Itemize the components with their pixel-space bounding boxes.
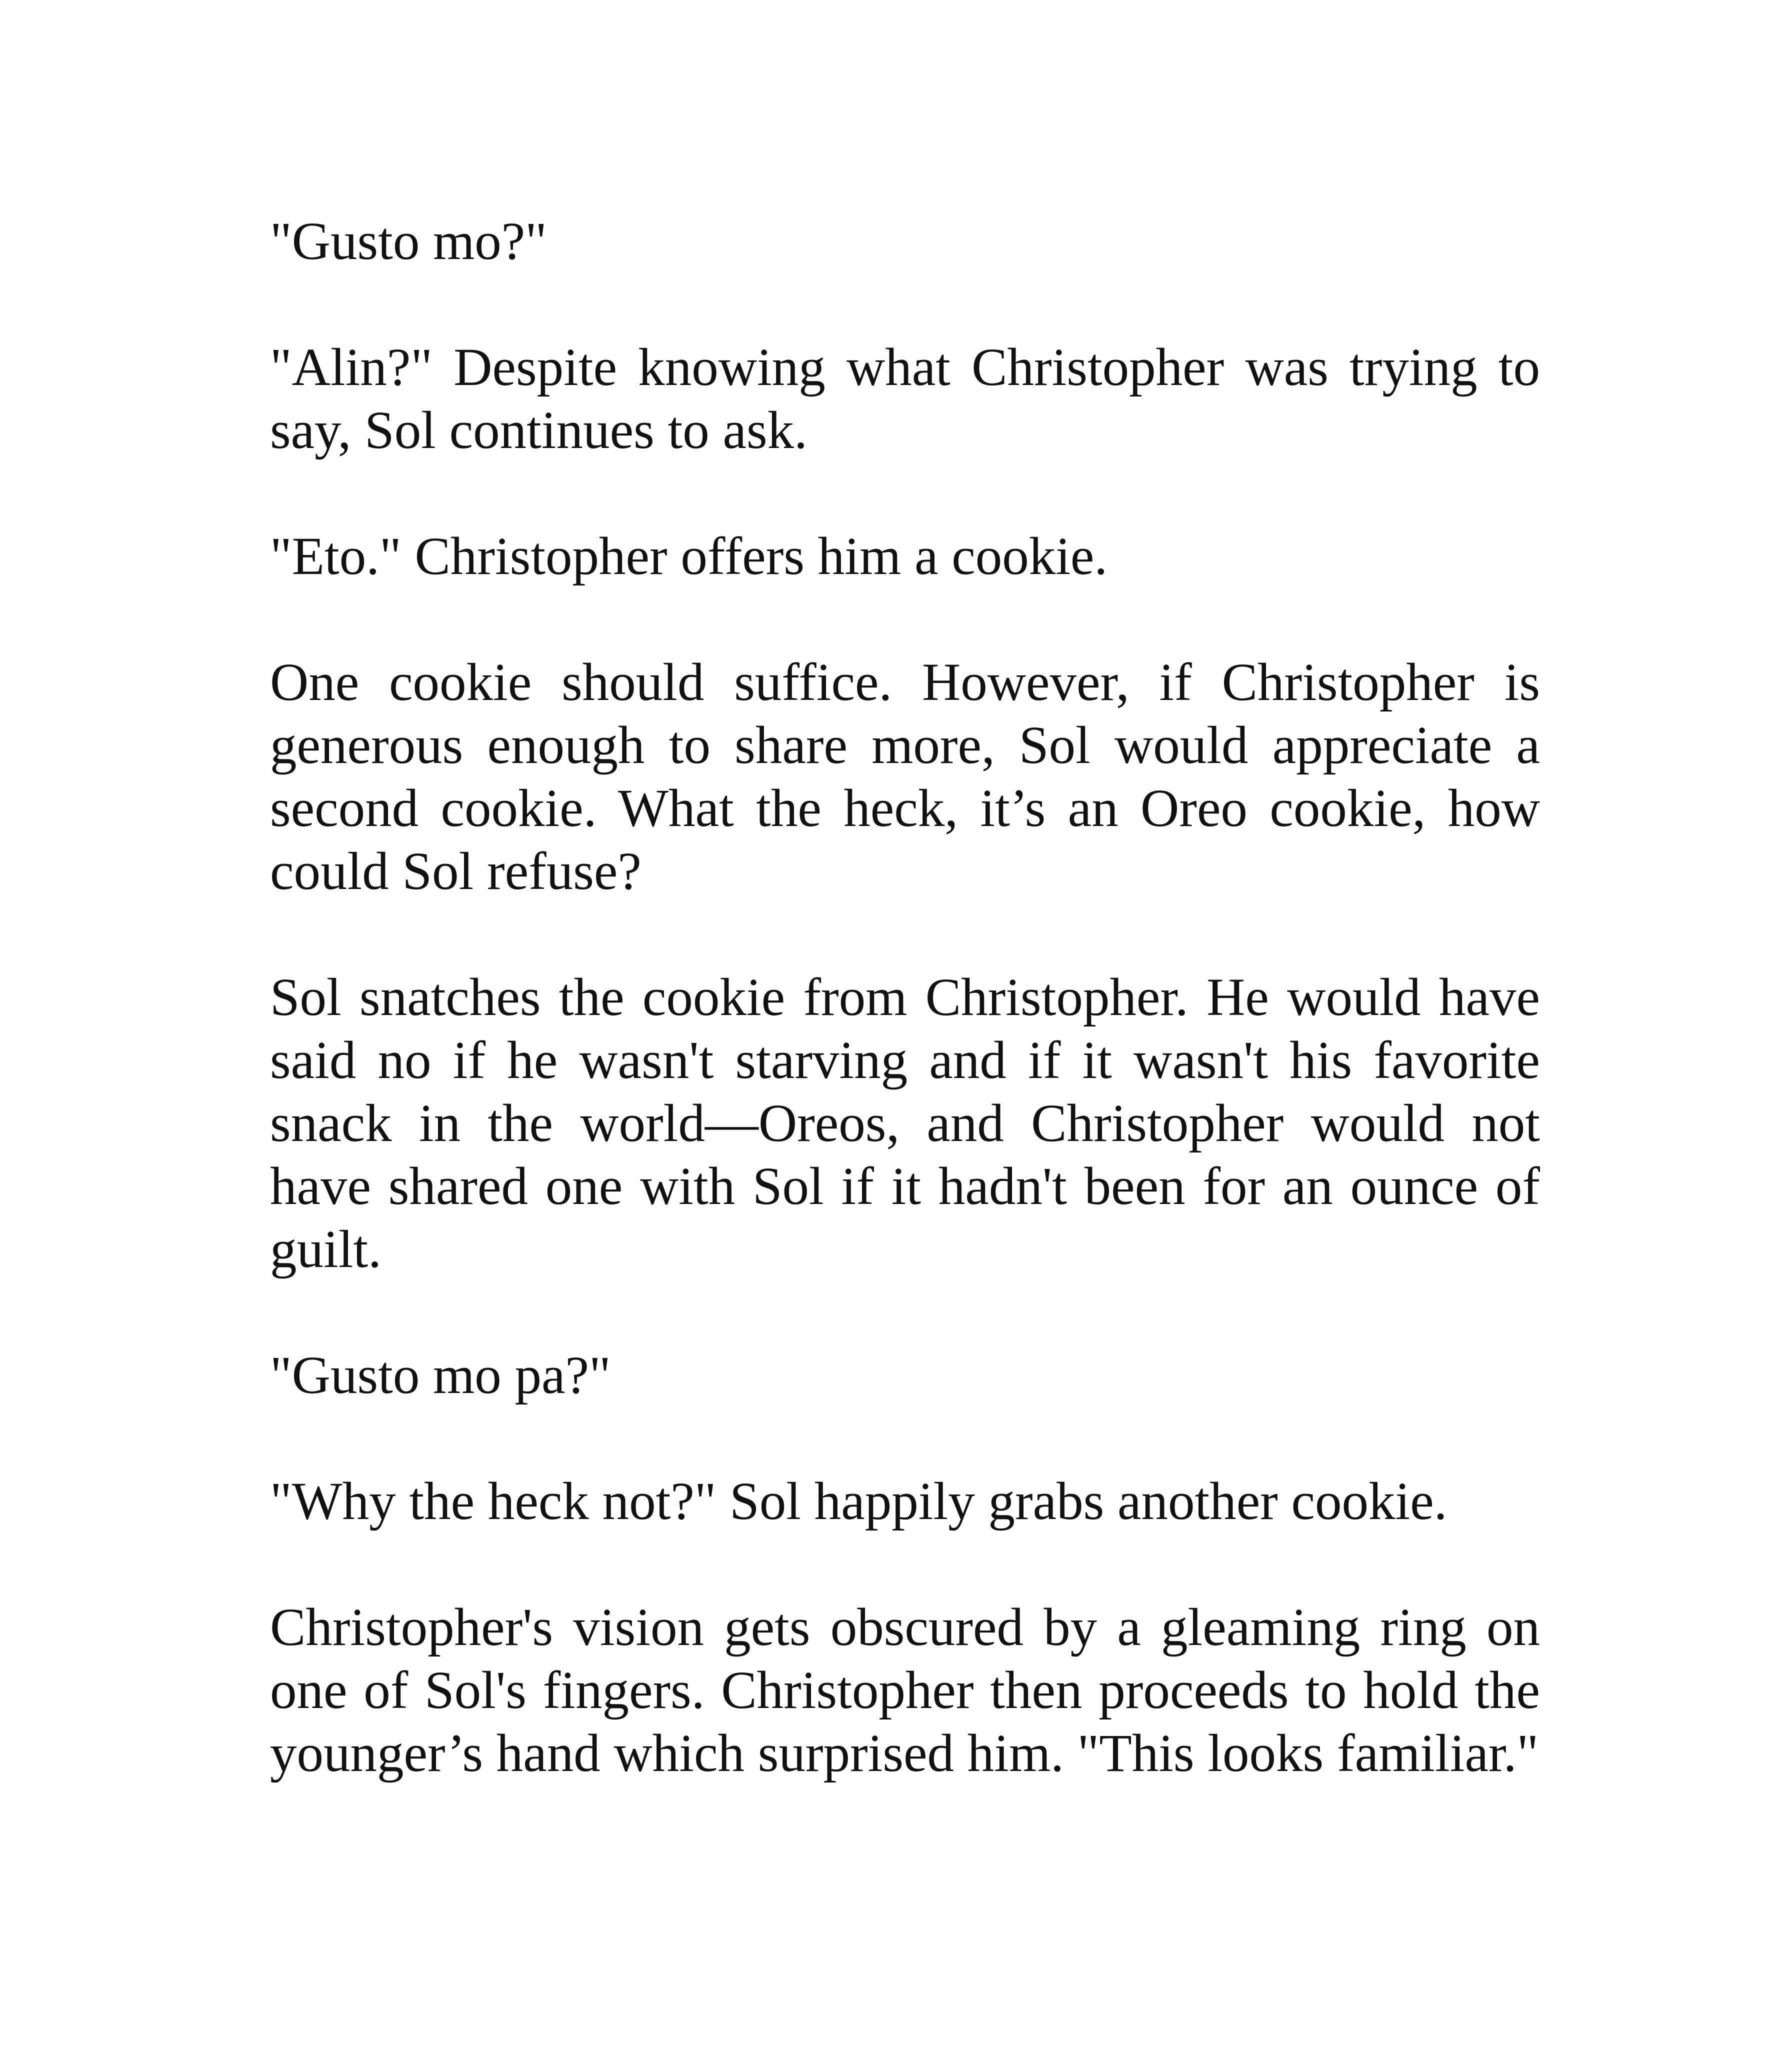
paragraph-5: Sol snatches the cookie from Christopher. He would have said no if he wasn't starving and if it wasn't his favorite snack in the world—Oreos, and Christopher would not have shared one with Sol if it hadn't been for an ounce of guilt. <box>270 968 1540 1279</box>
paragraph-1: "Gusto mo?" <box>270 212 547 271</box>
story-text <box>270 210 1540 1785</box>
paragraph-3: "Eto." Christopher offers him a cookie. <box>270 527 1108 586</box>
paragraph-6: "Gusto mo pa?" <box>270 1346 611 1405</box>
paragraph-8: Christopher's vision gets obscured by a gleaming ring on one of Sol's fingers. Christopher then proceeds to hold the younger’s hand which surprised him. "This looks familiar." <box>270 1598 1540 1783</box>
paragraph-2: "Alin?" Despite knowing what Christopher was trying to say, Sol continues to ask. <box>270 338 1540 460</box>
paragraph-4: One cookie should suffice. However, if Christopher is generous enough to share more, Sol would appreciate a second cookie. What the heck, it’s an Oreo cookie, how could Sol refuse? <box>270 653 1540 901</box>
paragraph-7: "Why the heck not?" Sol happily grabs another cookie. <box>270 1472 1448 1531</box>
